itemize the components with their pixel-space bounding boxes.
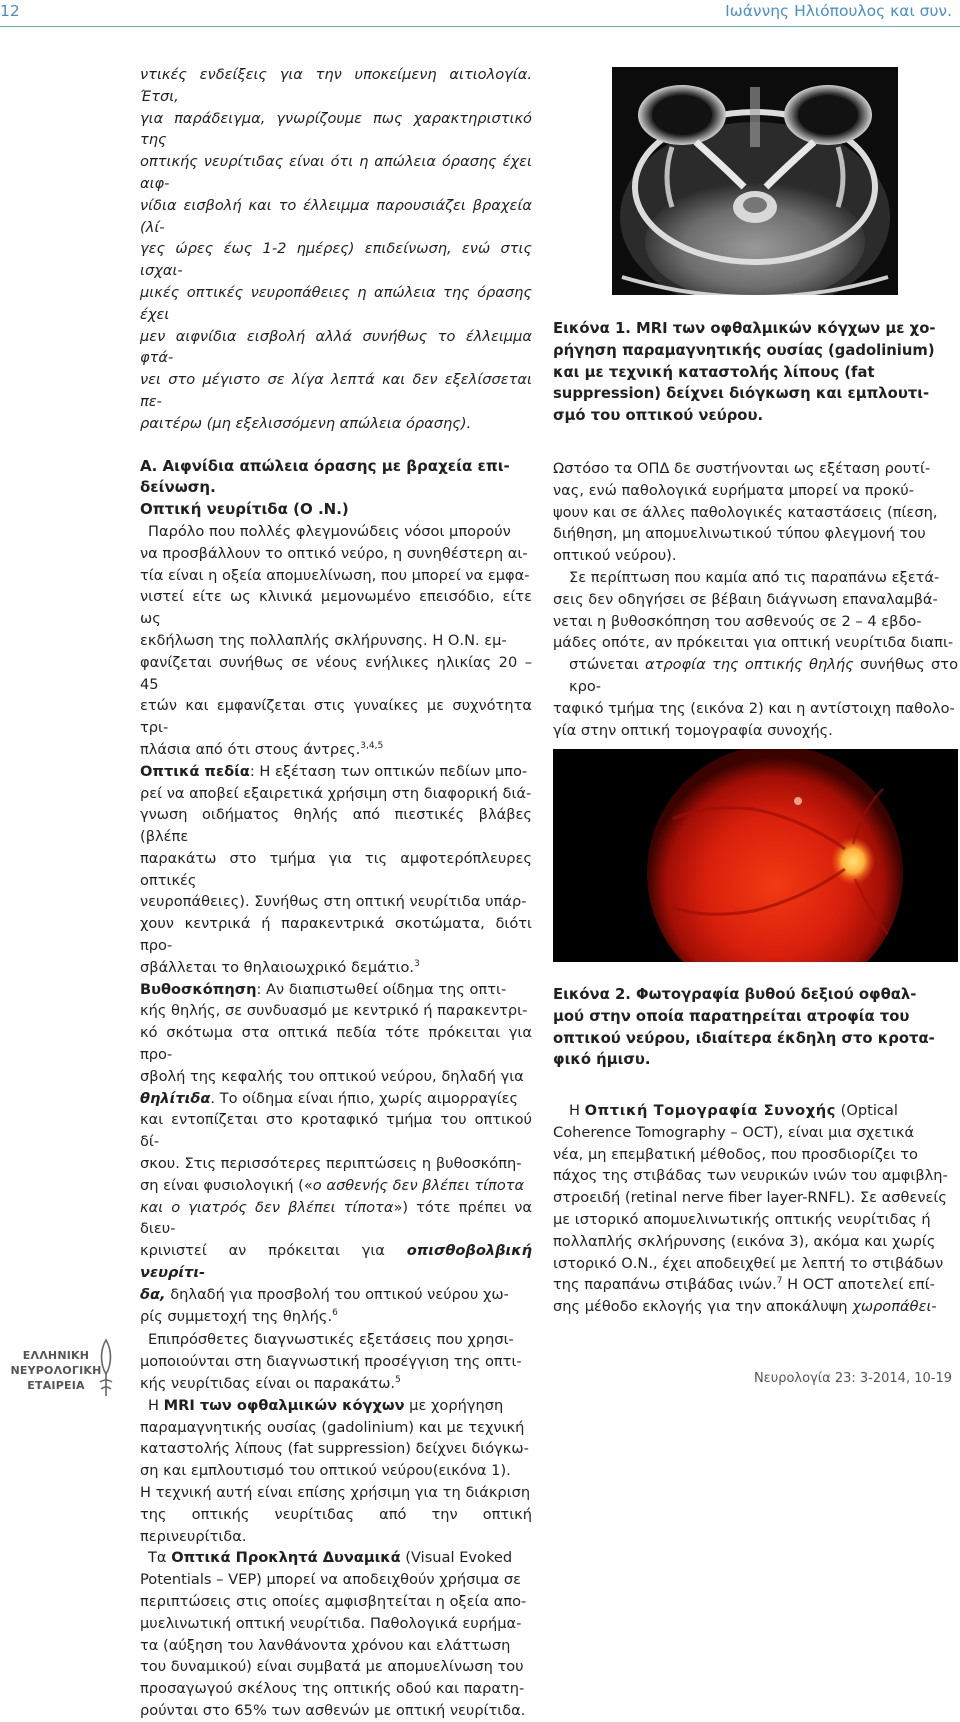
text-line: καταστολής λίπους (fat suppression) δείχνει διόγκω- <box>140 1440 529 1458</box>
text-fragment: Η <box>148 1396 164 1414</box>
paragraph-fundoscopy <box>140 979 532 1328</box>
text-line: Παρόλο που πολλές φλεγμονώδεις νόσοι μπορούν <box>148 522 511 540</box>
page-number: 12 <box>0 2 20 20</box>
text-line: ρούνται στο 65% των ασθενών με οπτική νευρίτιδα. <box>140 1701 526 1719</box>
right-paragraph-oct <box>553 1100 958 1318</box>
text-line: οπτικού νεύρου, ιδιαίτερα έκδηλη στο κροτα- <box>553 1029 935 1047</box>
paragraph-epidemiology <box>140 521 532 761</box>
text-line: νας, ενώ παθολογικά ευρήματα μπορεί να προκύ- <box>553 481 915 499</box>
text-fragment: κρινιστεί αν πρόκειται για <box>140 1242 407 1260</box>
text-line <box>140 1240 532 1284</box>
page-footer <box>0 1338 960 1411</box>
text-line: σμό του οπτικού νεύρου. <box>553 407 764 425</box>
text-line: οπτικού νεύρου). <box>553 547 677 565</box>
text-line: χουν κεντρικά ή παρακεντρικά σκοτώματα, διότι προ- <box>140 915 532 955</box>
vep-term: Οπτικά Προκλητά Δυναμικά <box>171 1549 401 1567</box>
text-fragment: ρίς συμμετοχή της θηλής. <box>140 1307 333 1325</box>
text-line: νευροπάθειες). Συνήθως στη οπτική νευρίτιδα υπάρ- <box>140 893 527 911</box>
text-line: μού στην οποία παρατηρείται ατροφία του <box>553 1007 910 1025</box>
text-line: νέα, μη επεμβατική μέθοδος, που προσδιορίζει το <box>553 1145 918 1163</box>
text-fragment: με χορήγηση <box>404 1396 504 1414</box>
text-line: σεις δεν οδηγήσει σε βέβαιη διάγνωση επαναλαμβά- <box>553 590 938 608</box>
logo-emblem-icon <box>95 1336 117 1400</box>
text-line: : Αν διαπιστωθεί οίδημα της οπτι- <box>256 980 507 998</box>
quote-text: και ο γιατρός δεν βλέπει τίποτα <box>140 1198 394 1216</box>
quote-text: ο ασθενής δεν βλέπει τίποτα <box>312 1176 525 1194</box>
section-heading <box>140 456 532 521</box>
text-line: ντικές ενδείξεις για την υποκείμενη αιτιολογία. Έτσι, <box>140 66 532 105</box>
reference-superscript: 6 <box>332 1307 338 1318</box>
text-line: ταφικό τμήμα της (εικόνα 2) και η αντίστοιχη παθολο- <box>553 699 955 717</box>
text-line: ιστορικό Ο.Ν., έχει αποδειχθεί με λεπτή το στιβάδων <box>553 1254 944 1272</box>
text-line: Coherence Tomography – OCT), είναι μια σχετικά <box>553 1123 915 1141</box>
oct-term: Οπτική Τομογραφία Συνοχής <box>584 1102 837 1119</box>
text-line: νεται η βυθοσκόπηση του ασθενούς σε 2 – 4 εβδο- <box>553 612 922 630</box>
paragraph-mri <box>140 1395 532 1548</box>
text-line: ση και εμπλουτισμό του οπτικού νεύρου(εικόνα 1). <box>140 1462 511 1480</box>
text-line: πάχος της στιβάδας των νευρικών ινών του αμφιβλη- <box>553 1167 948 1185</box>
text-line: μοποιούνται στη διαγνωστική προσέγγιση της οπτι- <box>140 1353 522 1371</box>
text-fragment: σης μέθοδο εκλογής για την αποκάλυψη <box>553 1298 853 1316</box>
logo-line: ΕΛΛΗΝΙΚΗ <box>22 1349 90 1362</box>
reference-superscript: 3,4,5 <box>360 741 384 752</box>
retrobulbar-term: δα, <box>140 1285 166 1303</box>
text-fragment: Τα <box>148 1549 172 1567</box>
reference-superscript: 7 <box>776 1276 783 1287</box>
figure-2-fundus-photo <box>553 749 958 962</box>
italic-term: χωροπάθει- <box>852 1298 937 1316</box>
text-fragment: Η OCT αποτελεί επί- <box>782 1276 935 1294</box>
logo-line: ΝΕΥΡΟΛΟΓΙΚΗ <box>10 1364 102 1377</box>
text-fragment: στώνεται <box>569 656 645 674</box>
text-line: suppression) δείχνει διόγκωση και εμπλουτι- <box>553 385 930 403</box>
text-line: Potentials – VEP) μπορεί να αποδειχθούν χρήσιμα σε <box>140 1571 522 1589</box>
text-line <box>140 1197 532 1241</box>
retrobulbar-term: οπισθοβολβική νευρίτι- <box>140 1242 532 1282</box>
text-line: διήθηση, μη απομυελινωτικού τύπου φλεγμονή του <box>553 525 926 543</box>
figure-2-caption <box>553 984 958 1071</box>
page-header <box>0 0 960 26</box>
text-line: παραμαγνητικής ουσίας (gadolinium) και με τεχνική <box>140 1418 525 1436</box>
text-fragment: ») τότε πρέπει να διευ- <box>140 1198 532 1238</box>
paragraph-visual-fields <box>140 761 532 979</box>
fundus-illustration <box>553 749 958 962</box>
text-line: πλάσια από ότι στους άντρες.$^{3,4,5}$ <box>140 740 384 758</box>
text-line: σβολή της κεφαλής του οπτικού νεύρου, δηλαδή για <box>140 1067 524 1085</box>
text-line: του δυναμικού) είναι συμβατά με απομυελίνωση του <box>140 1658 524 1676</box>
text-line: της οπτικής νευρίτιδας από την οπτική περινευρίτιδα. <box>140 1505 532 1545</box>
header-rule <box>0 26 960 27</box>
figure-1-caption <box>553 318 958 427</box>
text-line: περιπτώσεις στις οποίες αμφισβητείται η οξεία απο- <box>140 1592 527 1610</box>
text-line: ση είναι φυσιολογική («ο ασθενής δεν βλέπει τίποτα <box>140 1176 525 1194</box>
text-line: παρακάτω στο τμήμα για τις αμφοτερόπλευρες οπτικές <box>140 849 532 889</box>
text-line <box>140 1306 532 1328</box>
text-line: στροειδή (retinal nerve fiber layer-RNFL). Σε ασθενείς <box>553 1189 947 1207</box>
text-line: . Το οίδημα είναι ήπιο, χωρίς αιμορραγίες <box>210 1089 519 1107</box>
text-line: κής θηλής, σε συνδυασμό με κεντρικό ή παρακεντρι- <box>140 1002 528 1020</box>
text-line: σκου. Στις περισσότερες περιπτώσεις η βυθοσκόπη- <box>140 1155 522 1173</box>
text-line: για παράδειγμα, γνωρίζουμε πως χαρακτηριστικό της <box>140 109 532 149</box>
text-line: Σε περίπτωση που καμία από τις παραπάνω εξετά- <box>569 568 940 586</box>
text-line: μικές οπτικές νευροπάθειες η απώλεια της όρασης έχει <box>140 283 532 323</box>
text-line: ετών και εμφανίζεται στις γυναίκες με συχνότητα τρι- <box>140 697 532 737</box>
intro-paragraph <box>140 64 532 435</box>
text-line: νει στο μέγιστο σε λίγα λεπτά και δεν εξελίσσεται πε- <box>140 371 532 410</box>
text-line: να προσβάλλουν το οπτικό νεύρο, η συνηθέστερη αι- <box>140 544 528 562</box>
text-line: μεν αιφνίδια εισβολή αλλά συνήθως το έλλειμμα φτά- <box>140 327 532 367</box>
fundoscopy-label: Βυθοσκόπηση <box>140 980 257 998</box>
text-fragment: (Visual Evoked <box>400 1549 513 1567</box>
reference-superscript: 3 <box>414 959 420 970</box>
right-paragraph-ocd <box>553 458 958 741</box>
paragraph-vep <box>140 1547 532 1721</box>
mri-term: MRI των οφθαλμικών κόγχων <box>163 1396 405 1414</box>
text-line: ραιτέρω (μη εξελισσόμενη απώλεια όρασης). <box>140 414 472 432</box>
text-line: ρεί να αποβεί εξαιρετικά χρήσιμη στη διαφορική διά- <box>140 784 532 802</box>
journal-citation: Νευρολογία 23: 3-2014, 10-19 <box>753 1371 952 1386</box>
figure-1-mri-image <box>612 67 898 295</box>
text-line: προσαγωγού σκέλους της οπτικής οδού και παρατη- <box>140 1680 525 1698</box>
text-line: τία είναι η οξεία απομυελίνωση, που μπορεί να εμφα- <box>140 566 530 584</box>
text-line: Εικόνα 2. Φωτογραφία βυθού δεξιού οφθαλ- <box>553 986 917 1003</box>
text-line: : Η εξέταση των οπτικών πεδίων μπο- <box>249 762 528 780</box>
text-fragment: δηλαδή για προσβολή του οπτικού νεύρου χω- <box>165 1285 509 1303</box>
text-line: κό σκότωμα στα οπτικά πεδία τότε πρόκειται για προ- <box>140 1024 532 1064</box>
text-fragment: της παραπάνω στιβάδας ινών. <box>553 1276 777 1294</box>
subheading-optic-neuritis: Οπτική νευρίτιδα (Ο .Ν.) <box>140 500 349 519</box>
text-line: Η τεχνική αυτή είναι επίσης χρήσιμη για τη διάκριση <box>140 1484 531 1501</box>
text-line: μάδες οπότε, αν πρόκειται για οπτική νευρίτιδα διαπι- <box>553 634 954 652</box>
society-logo <box>3 1348 109 1393</box>
text-line: και με τεχνική καταστολής λίπους (fat <box>553 363 875 381</box>
text-line: οπτικής νευρίτιδας είναι ότι η απώλεια όρασης έχει αιφ- <box>140 153 532 192</box>
mri-orbits-illustration <box>612 67 898 295</box>
text-line <box>140 1284 532 1306</box>
text-line: με ιστορικό απομυελινωτικής οπτικής νευρίτιδας ή <box>553 1210 931 1228</box>
logo-line: ΕΤΑΙΡΕΙΑ <box>27 1379 85 1392</box>
visual-fields-label: Οπτικά πεδία <box>140 762 250 780</box>
text-fragment: συνήθως στο κρο- <box>569 656 958 695</box>
atrophy-term: ατροφία της οπτικής θηλής <box>644 656 854 674</box>
left-column <box>140 64 532 1722</box>
section-heading-line: Α. Αιφνίδια απώλεια όρασης με βραχεία επι- <box>140 456 510 475</box>
text-line: νίδια εισβολή και το έλλειμμα παρουσιάζει βραχεία (λί- <box>140 196 532 236</box>
text-fragment: (Optical <box>836 1102 898 1119</box>
text-line: Εικόνα 1. MRI των οφθαλμικών κόγχων με χο- <box>553 320 936 337</box>
text-line: σβάλλεται το θηλαιοωχρικό δεμάτιο.$^3$ <box>140 958 420 976</box>
text-line: ψουν και σε άλλες παθολογικές καταστάσεις (πίεση, <box>553 503 938 521</box>
text-line: γνωση οιδήματος θηλής από πιεστικές βλάβες (βλέπε <box>140 806 532 846</box>
text-line: και εντοπίζεται στο κροταφικό τμήμα του οπτικού δί- <box>140 1111 532 1151</box>
text-line: γία στην οπτική τομογραφία συνοχής. <box>553 721 833 739</box>
text-line: Ωστόσο τα ΟΠΔ δε συστήνονται ως εξέταση ρουτί- <box>553 460 931 477</box>
text-line: κής νευρίτιδας είναι οι παρακάτω.$^5$ <box>140 1375 401 1393</box>
text-line: Επιπρόσθετες διαγνωστικές εξετάσεις που χρησι- <box>148 1331 514 1349</box>
text-line: νιστεί είτε ως κλινικά μεμονωμένο επεισόδιο, είτε ως <box>140 588 532 628</box>
papillitis-term: θηλίτιδα <box>140 1089 211 1107</box>
text-line: τα (αύξηση του λανθάνοντα χρόνου και ελάττωση <box>140 1636 511 1654</box>
text-fragment: Η <box>569 1102 585 1119</box>
text-line: πολλαπλής σκλήρυνσης (εικόνα 3), ακόμα και χωρίς <box>553 1232 936 1250</box>
text-line: εκδήλωση της πολλαπλής σκλήρυνσης. Η Ο.Ν. εμ- <box>140 631 507 649</box>
text-line: μυελινωτική οπτική νευρίτιδα. Παθολογικά ευρήμα- <box>140 1614 522 1632</box>
text-line: φανίζεται συνήθως σε νέους ενήλικες ηλικίας 20 – 45 <box>140 653 532 693</box>
text-line: φικό ήμισυ. <box>553 1051 651 1069</box>
text-line: ρήγηση παραμαγνητικής ουσίας (gadolinium) <box>553 341 935 359</box>
section-heading-line: δείνωση. <box>140 478 216 497</box>
reference-superscript: 5 <box>395 1375 401 1386</box>
running-authors: Ιωάννης Ηλιόπουλος και συν. <box>725 2 952 20</box>
text-line: γες ώρες έως 1-2 ημέρες) επιδείνωση, ενώ στις ισχαι- <box>140 240 532 280</box>
